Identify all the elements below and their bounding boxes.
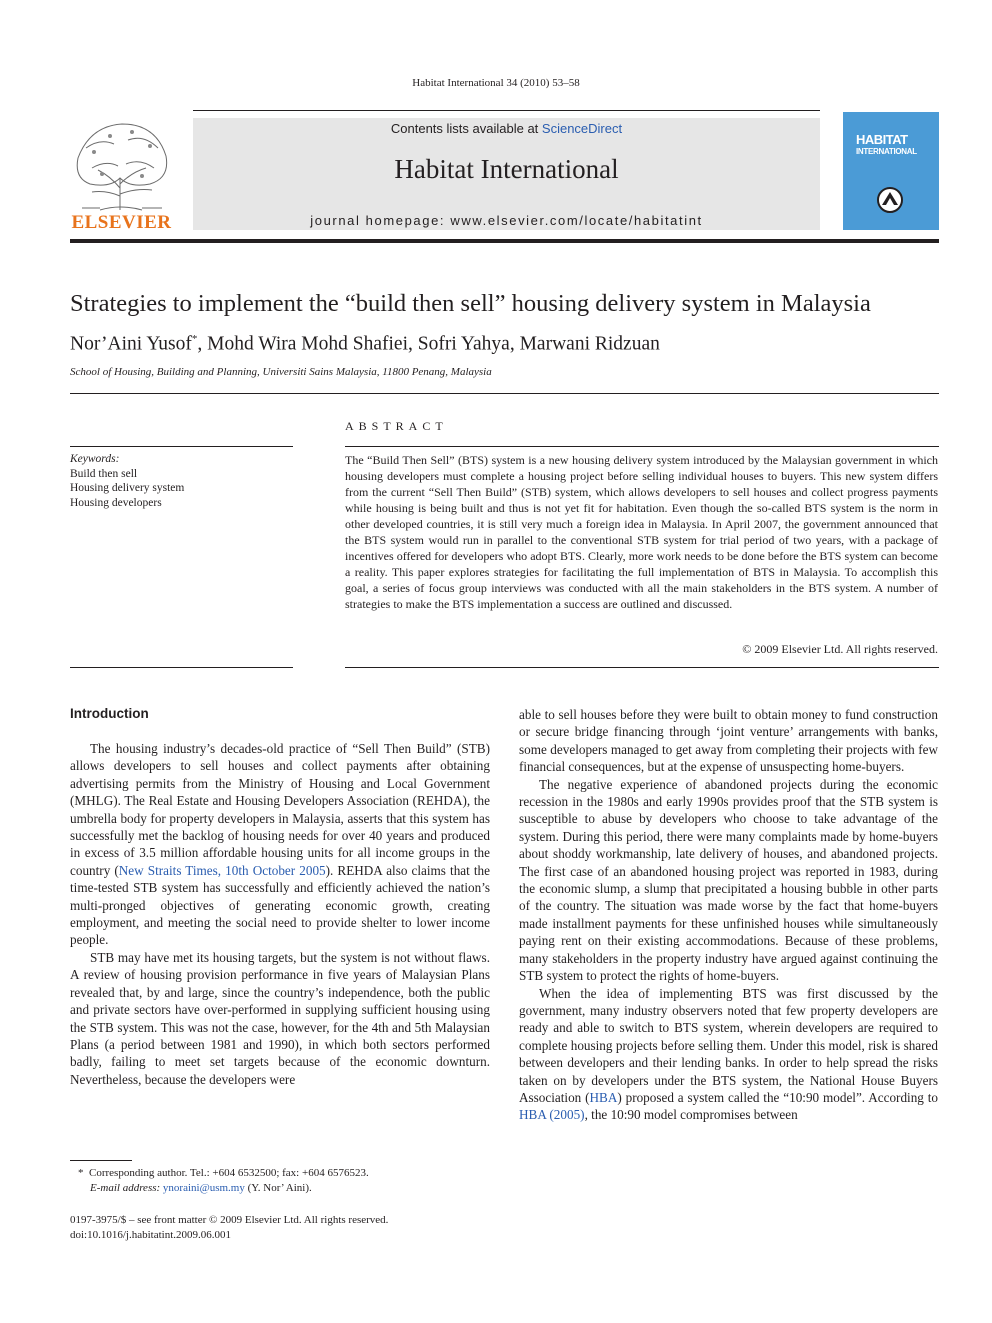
journal-cover-thumbnail — [843, 112, 939, 230]
abstract-text: The “Build Then Sell” (BTS) system is a new housing delivery system introduced by the Malaysian government in which housing developers must complete a housing project before selling individual houses to buyers. This new system differs from the current “Sell Then Build” (STB) system, which allows developers to sell houses and collect progress payments while housing is being built and thus is not yet fit for habitation. Even though the so-called BTS system is the norm in other developed countries, it is still very much a foreign idea in Malaysia. In April 2007, the government announced that the BTS system would run in parallel to the conventional STB system for trial period of two years, with a package of incentives offered for developers who adopt BTS. Clearly, more work needs to be done before the BTS system can become a reality. This paper explores strategies for facilitating the full implementation of BTS in Malaysia. To accomplish this goal, a series of focus group interviews was conducted with all the main stakeholders in the BTS system. A number of strategies to make the BTS implementation a success are outlined and discussed. — [345, 453, 938, 611]
corresponding-author-footnote — [78, 1166, 369, 1196]
citation-link[interactable]: New Straits Times, 10th October 2005 — [118, 862, 326, 878]
paragraph-text: The housing industry’s decades-old practice of “Sell Then Build” (STB) allows developers to sell houses and collect payments after obtaining advertising permits from the Ministry of Housing and Local Government (MHLG). The Real Estate and Housing Developers Association (REHDA), the umbrella body for property developers in Malaysia, asserts that this system has successfully met the backlog of housing needs for over 40 years and produced in excess of 3.5 million affordable housing units for all income groups in the country ( — [70, 741, 490, 878]
footnote-mark: * — [78, 1167, 84, 1179]
keywords-top-rule — [70, 446, 293, 447]
paragraph-text: , the 10:90 model compromises between — [584, 1107, 798, 1123]
abstract-copyright: © 2009 Elsevier Ltd. All rights reserved. — [742, 642, 938, 656]
body-paragraph: STB may have met its housing targets, but the system is not without flaws. A review of housing provision performance in five years of Malaysian Plans revealed that, by and large, since the country’s independence, both the public and private sectors have over-performed in supplying sufficient housing using the STB system. This was not the case, however, for the 4th and 5th Malaysian Plans (a period between 1981 and 1990), in which both sectors performed badly, failing to meet set targets because of the economic downturn. Nevertheless, because the developers were — [70, 949, 490, 1087]
citation-link[interactable]: HBA (2005) — [519, 1107, 585, 1123]
author-list: Nor’Aini Yusof*, Mohd Wira Mohd Shafiei, Sofri Yahya, Marwani Ridzuan — [70, 333, 660, 355]
affiliation: School of Housing, Building and Planning, Universiti Sains Malaysia, 11800 Penang, Malaysia — [70, 366, 492, 378]
body-paragraph — [70, 740, 490, 949]
section-heading-introduction: Introduction — [70, 706, 149, 721]
corresponding-author-mark[interactable]: * — [191, 333, 198, 345]
citation-link[interactable]: HBA — [589, 1089, 618, 1105]
footnote-rule — [70, 1160, 132, 1161]
sciencedirect-link[interactable]: ScienceDirect — [541, 121, 623, 136]
paragraph-text: ). REHDA also claims that the time-tested STB system has successfully and efficiently achieved the nation’s multi-pronged objectives of generating economic growth, creating employment, and meeting the social need to provide shelter to lower income people. — [70, 862, 490, 948]
journal-reference: Habitat International 34 (2010) 53–58 — [412, 77, 580, 89]
front-matter — [70, 1213, 388, 1243]
issn-line: 0197-3975/$ – see front matter © 2009 Elsevier Ltd. All rights reserved. — [70, 1214, 389, 1226]
keywords-block — [70, 452, 184, 510]
keywords-bottom-rule — [70, 667, 293, 668]
keywords-heading: Keywords: — [70, 453, 120, 465]
journal-homepage — [193, 213, 820, 228]
contents-line — [193, 121, 820, 136]
author-name[interactable]: Nor’Aini Yusof — [70, 333, 192, 355]
cover-subtitle: INTERNATIONAL — [856, 147, 917, 156]
article-info-rule — [70, 393, 939, 394]
author-name[interactable]: Marwani Ridzuan — [519, 333, 660, 355]
journal-title: Habitat International — [394, 154, 619, 184]
header-heavy-rule — [70, 239, 939, 243]
homepage-prefix: journal homepage: — [310, 213, 451, 228]
cover-emblem-icon — [876, 186, 904, 214]
body-paragraph — [519, 985, 938, 1124]
abstract-top-rule — [345, 446, 939, 447]
cover-title: HABITAT — [856, 132, 908, 147]
abstract-heading: ABSTRACT — [345, 419, 448, 433]
header-rule — [193, 110, 820, 111]
body-column-left — [70, 706, 490, 1088]
doi-line[interactable]: doi:10.1016/j.habitatint.2009.06.001 — [70, 1229, 232, 1241]
keyword-item: Housing developers — [70, 496, 162, 509]
body-paragraph: able to sell houses before they were built to obtain money to fund construction or secure bridge financing through ‘joint venture’ arrangements with banks, some developers managed to get away from completing their projects with few financial consequences, but at the expense of unsuspecting home-buyers. — [519, 707, 938, 775]
body-paragraph: The negative experience of abandoned projects during the economic recession in the 1980s and early 1990s provides proof that the STB system is susceptible to abuse by developers who choose to take advantage of the system. During this period, there were many complaints made by home-buyers about shoddy workmanship, late delivery of houses, and abandoned projects. The first case of an abandoned housing project was reported in 1983, during the economic slump, a slump that precipitated a housing bubble in other parts of the country. The situation was made worse by the fact that home-buyers made installment payments for these unfinished houses while simultaneously paying rent on their existing accommodations. Because of these problems, many stakeholders in the property industry have argued against continuing the STB system to protect the rights of home-buyers. — [519, 776, 938, 984]
contents-prefix: Contents lists available at — [390, 121, 542, 136]
paragraph-text: When the idea of implementing BTS was first discussed by the government, many industry observers noted that few property developers are ready and able to switch to BTS system, wherein developers are required to complete housing projects before selling them. Under this model, risk is shared between developers and their lending banks. In order to help spread the risks taken on by developers under the BTS system, the National House Buyers Association ( — [519, 985, 938, 1105]
homepage-url[interactable]: www.elsevier.com/locate/habitatint — [450, 213, 703, 228]
paragraph-text: ) proposed a system called the “10:90 model”. According to — [617, 1089, 938, 1105]
article-title: Strategies to implement the “build then sell” housing delivery system in Malaysia — [70, 290, 871, 317]
elsevier-wordmark: ELSEVIER — [71, 212, 172, 233]
body-column-right — [519, 706, 938, 1124]
email-link[interactable]: ynoraini@usm.my — [162, 1182, 245, 1194]
email-suffix: (Y. Nor’ Aini). — [247, 1182, 312, 1194]
corresponding-contact: Corresponding author. Tel.: +604 6532500; fax: +604 6576523. — [89, 1167, 369, 1179]
author-name[interactable]: Mohd Wira Mohd Shafiei — [207, 333, 408, 355]
abstract-bottom-rule — [345, 667, 939, 668]
keyword-item: Build then sell — [70, 467, 138, 480]
author-name[interactable]: Sofri Yahya — [417, 333, 510, 355]
keyword-item: Housing delivery system — [70, 482, 185, 494]
email-label: E-mail address: — [90, 1182, 161, 1194]
